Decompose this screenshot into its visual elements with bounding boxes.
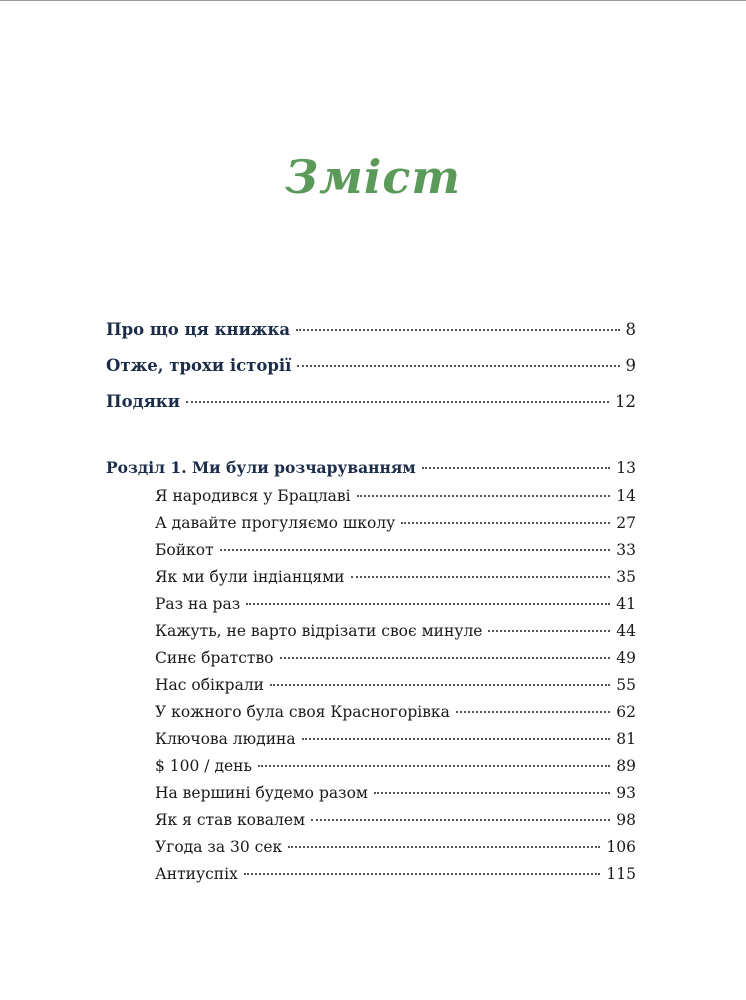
toc-section-page: 81 (616, 730, 636, 748)
toc-section[interactable] (155, 757, 636, 783)
toc-section-page: 115 (606, 865, 636, 883)
toc-section[interactable] (155, 568, 636, 594)
dot-leader (401, 522, 610, 524)
toc-section-label: Я народився у Брацлаві (155, 487, 351, 505)
dot-leader (244, 873, 601, 875)
toc-section[interactable] (155, 838, 636, 864)
toc-section-page: 55 (616, 676, 636, 694)
toc-section-page: 106 (606, 838, 636, 856)
toc-section[interactable] (155, 514, 636, 540)
toc-section[interactable] (155, 541, 636, 567)
dot-leader (258, 765, 610, 767)
toc-section[interactable] (155, 595, 636, 621)
dot-leader (270, 684, 610, 686)
toc-entry-page: 12 (615, 392, 636, 411)
dot-leader (374, 792, 610, 794)
toc-section-page: 41 (616, 595, 636, 613)
toc-section-page: 49 (616, 649, 636, 667)
dot-leader (280, 657, 611, 659)
toc-section-label: Синє братство (155, 649, 274, 667)
toc-entry-page: 9 (625, 356, 636, 375)
dot-leader (246, 603, 610, 605)
toc-section-label: Нас обікрали (155, 676, 265, 694)
toc-section[interactable] (155, 622, 636, 648)
dot-leader (297, 365, 619, 367)
toc-section-label: Угода за 30 сек (155, 838, 283, 856)
toc-entry-label: Про що ця книжка (106, 320, 291, 339)
toc-section[interactable] (155, 784, 636, 810)
toc-section-label: Раз на раз (155, 595, 241, 613)
toc-entry-label: Подяки (106, 392, 180, 411)
toc-section[interactable] (155, 703, 636, 729)
dot-leader (351, 576, 611, 578)
toc-entry-about-book[interactable] (106, 320, 636, 346)
dot-leader (302, 738, 611, 740)
toc-section[interactable] (155, 730, 636, 756)
toc-chapter-page: 13 (616, 459, 636, 477)
dot-leader (288, 846, 600, 848)
dot-leader (220, 549, 611, 551)
toc-section[interactable] (155, 865, 636, 891)
toc-entry-acknowledgements[interactable] (106, 392, 636, 418)
toc-section-label: А давайте прогуляємо школу (155, 514, 396, 532)
toc-entry-label: Отже, трохи історії (106, 356, 292, 375)
toc-section-page: 93 (616, 784, 636, 802)
dot-leader (456, 711, 610, 713)
toc-section[interactable] (155, 487, 636, 513)
dot-leader (311, 819, 610, 821)
toc-section-label: Ключова людина (155, 730, 296, 748)
page-title: Зміст (284, 150, 462, 204)
toc-section-page: 89 (616, 757, 636, 775)
dot-leader (488, 630, 610, 632)
toc-entry-page: 8 (625, 320, 636, 339)
toc-section-page: 44 (616, 622, 636, 640)
toc-section-label: Кажуть, не варто відрізати своє минуле (155, 622, 483, 640)
toc-section-label: $ 100 / день (155, 757, 252, 775)
toc-section-label: Як я став ковалем (155, 811, 306, 829)
toc-chapter-label: Розділ 1. Ми були розчаруванням (106, 458, 416, 477)
toc-entry-history[interactable] (106, 356, 636, 382)
toc-section-label: Антиуспіх (155, 865, 238, 883)
toc-section-label: Як ми були індіанцями (155, 568, 345, 586)
toc-section-page: 33 (616, 541, 636, 559)
dot-leader (422, 467, 610, 469)
toc-section-page: 14 (616, 487, 636, 505)
toc-section-page: 62 (616, 703, 636, 721)
toc-chapter-1[interactable] (106, 458, 636, 484)
toc-section-label: На вершині будемо разом (155, 784, 368, 802)
toc-section-label: У кожного була своя Красногорівка (155, 703, 450, 721)
dot-leader (296, 329, 619, 331)
dot-leader (186, 401, 609, 403)
dot-leader (357, 495, 611, 497)
top-border (0, 0, 746, 1)
toc-section[interactable] (155, 649, 636, 675)
toc-section-page: 98 (616, 811, 636, 829)
toc-section-page: 35 (616, 568, 636, 586)
toc-section[interactable] (155, 676, 636, 702)
toc-section-label: Бойкот (155, 541, 214, 559)
toc-section-page: 27 (616, 514, 636, 532)
toc-section[interactable] (155, 811, 636, 837)
